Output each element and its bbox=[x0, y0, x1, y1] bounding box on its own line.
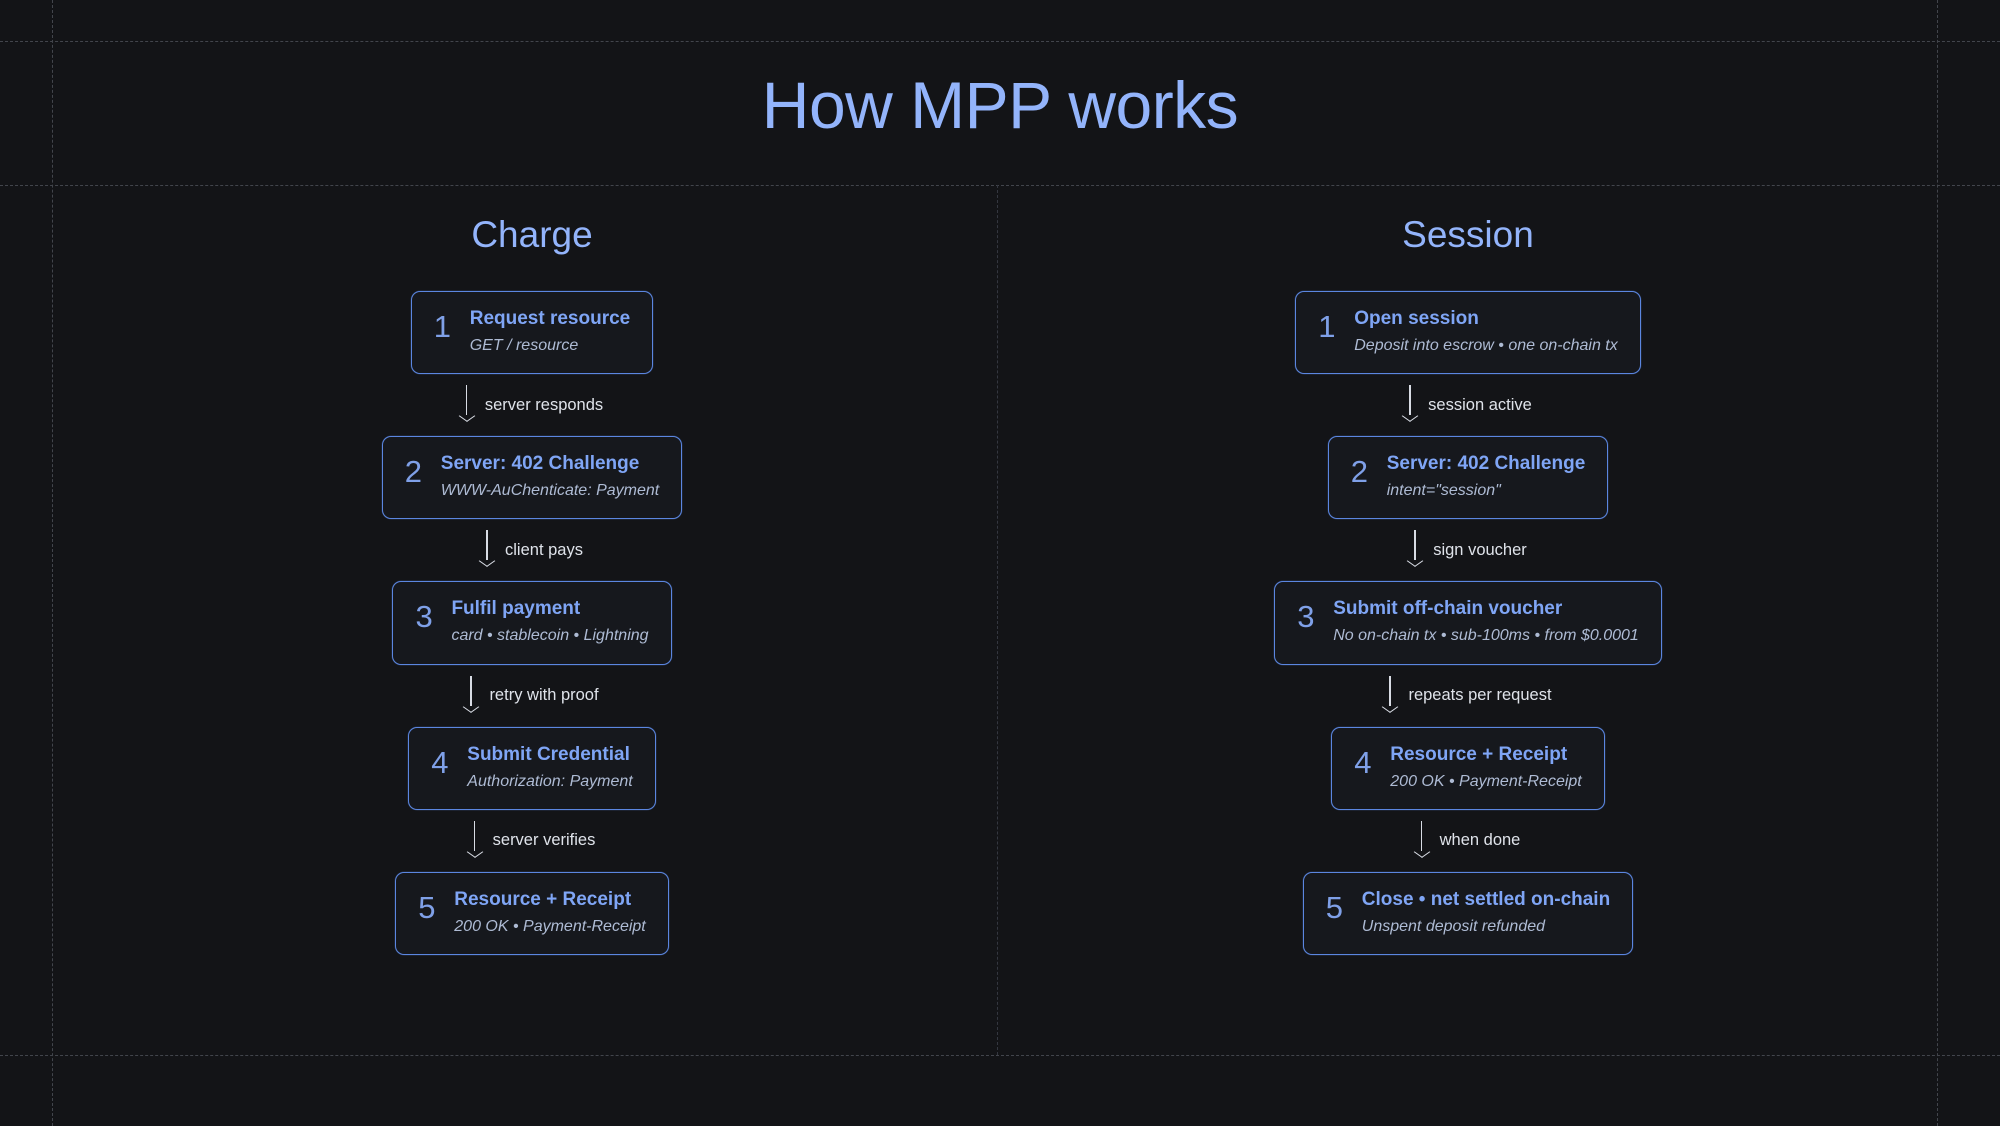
connector-label: retry with proof bbox=[489, 686, 599, 705]
step-card[interactable] bbox=[382, 436, 682, 519]
guide-line-horizontal-title bbox=[0, 185, 2000, 186]
connector-label: server responds bbox=[484, 395, 604, 414]
arrow-down-icon bbox=[1404, 385, 1416, 425]
step-number: 5 bbox=[418, 889, 436, 925]
step-subtitle: Authorization: Payment bbox=[467, 772, 633, 790]
connector-label: client pays bbox=[505, 540, 583, 559]
arrow-down-icon bbox=[469, 821, 481, 861]
step-title: Resource + Receipt bbox=[1390, 743, 1568, 765]
step-number: 1 bbox=[433, 309, 451, 344]
step-subtitle: intent="session" bbox=[1386, 482, 1501, 500]
step-title: Resource + Receipt bbox=[454, 888, 632, 910]
connector-label: session active bbox=[1428, 395, 1532, 414]
arrow-down-icon bbox=[1416, 821, 1428, 861]
guide-line-vertical-right bbox=[1937, 0, 1938, 1126]
connector bbox=[1409, 519, 1527, 581]
step-card[interactable] bbox=[1303, 872, 1633, 955]
arrow-down-icon bbox=[461, 385, 473, 425]
page-title: How MPP works bbox=[761, 68, 1239, 142]
arrow-down-icon bbox=[481, 530, 493, 570]
step-number: 4 bbox=[431, 744, 449, 780]
column-heading-session: Session bbox=[1402, 214, 1534, 255]
step-subtitle: Unspent deposit refunded bbox=[1361, 917, 1546, 935]
guide-line-horizontal-top bbox=[0, 41, 2000, 42]
step-title: Fulfil payment bbox=[451, 598, 581, 620]
connector-label: server verifies bbox=[492, 831, 596, 850]
step-subtitle: WWW-AuChenticate: Payment bbox=[440, 482, 660, 500]
step-title: Request resource bbox=[469, 308, 631, 329]
column-heading-charge: Charge bbox=[471, 214, 593, 255]
step-number: 2 bbox=[404, 454, 423, 490]
step-card[interactable] bbox=[408, 727, 655, 810]
step-card[interactable] bbox=[1295, 291, 1641, 374]
step-card[interactable] bbox=[395, 872, 668, 955]
guide-line-horizontal-bottom bbox=[0, 1055, 2000, 1056]
step-title: Server: 402 Challenge bbox=[1386, 453, 1586, 475]
step-subtitle: 200 OK • Payment-Receipt bbox=[454, 917, 646, 935]
step-number: 3 bbox=[1297, 599, 1315, 635]
step-card[interactable] bbox=[411, 291, 654, 374]
connector-label: when done bbox=[1439, 831, 1521, 850]
step-card[interactable] bbox=[1328, 436, 1609, 519]
flow-charge bbox=[152, 291, 912, 955]
step-title: Open session bbox=[1354, 308, 1479, 329]
connector bbox=[461, 374, 603, 436]
connector bbox=[1384, 665, 1551, 727]
step-subtitle: card • stablecoin • Lightning bbox=[451, 627, 649, 645]
connector-label: repeats per request bbox=[1408, 686, 1552, 705]
guide-line-vertical-left bbox=[52, 0, 53, 1126]
column-charge bbox=[152, 216, 912, 955]
connector bbox=[481, 519, 583, 581]
flow-session bbox=[1088, 291, 1848, 955]
step-subtitle: 200 OK • Payment-Receipt bbox=[1390, 772, 1582, 790]
step-subtitle: Deposit into escrow • one on-chain tx bbox=[1354, 336, 1618, 354]
connector bbox=[465, 665, 598, 727]
arrow-down-icon bbox=[465, 676, 477, 716]
step-title: Submit off-chain voucher bbox=[1333, 598, 1563, 620]
step-card[interactable] bbox=[392, 581, 671, 664]
step-card[interactable] bbox=[1331, 727, 1604, 810]
step-card[interactable] bbox=[1274, 581, 1662, 664]
connector-label: sign voucher bbox=[1433, 540, 1527, 559]
connector bbox=[469, 810, 596, 872]
step-number: 5 bbox=[1325, 889, 1344, 925]
step-title: Close • net settled on-chain bbox=[1361, 888, 1611, 910]
step-number: 1 bbox=[1318, 309, 1336, 344]
column-session bbox=[1088, 216, 1848, 955]
step-title: Server: 402 Challenge bbox=[440, 453, 640, 475]
arrow-down-icon bbox=[1409, 530, 1421, 570]
arrow-down-icon bbox=[1384, 676, 1396, 716]
connector bbox=[1404, 374, 1532, 436]
step-title: Submit Credential bbox=[467, 743, 630, 765]
step-number: 4 bbox=[1354, 744, 1372, 780]
step-subtitle: GET / resource bbox=[469, 336, 579, 354]
step-number: 3 bbox=[415, 599, 433, 635]
guide-line-vertical-center bbox=[997, 185, 998, 1055]
step-number: 2 bbox=[1350, 454, 1368, 490]
step-subtitle: No on-chain tx • sub-100ms • from $0.0001 bbox=[1333, 627, 1639, 645]
connector bbox=[1416, 810, 1521, 872]
